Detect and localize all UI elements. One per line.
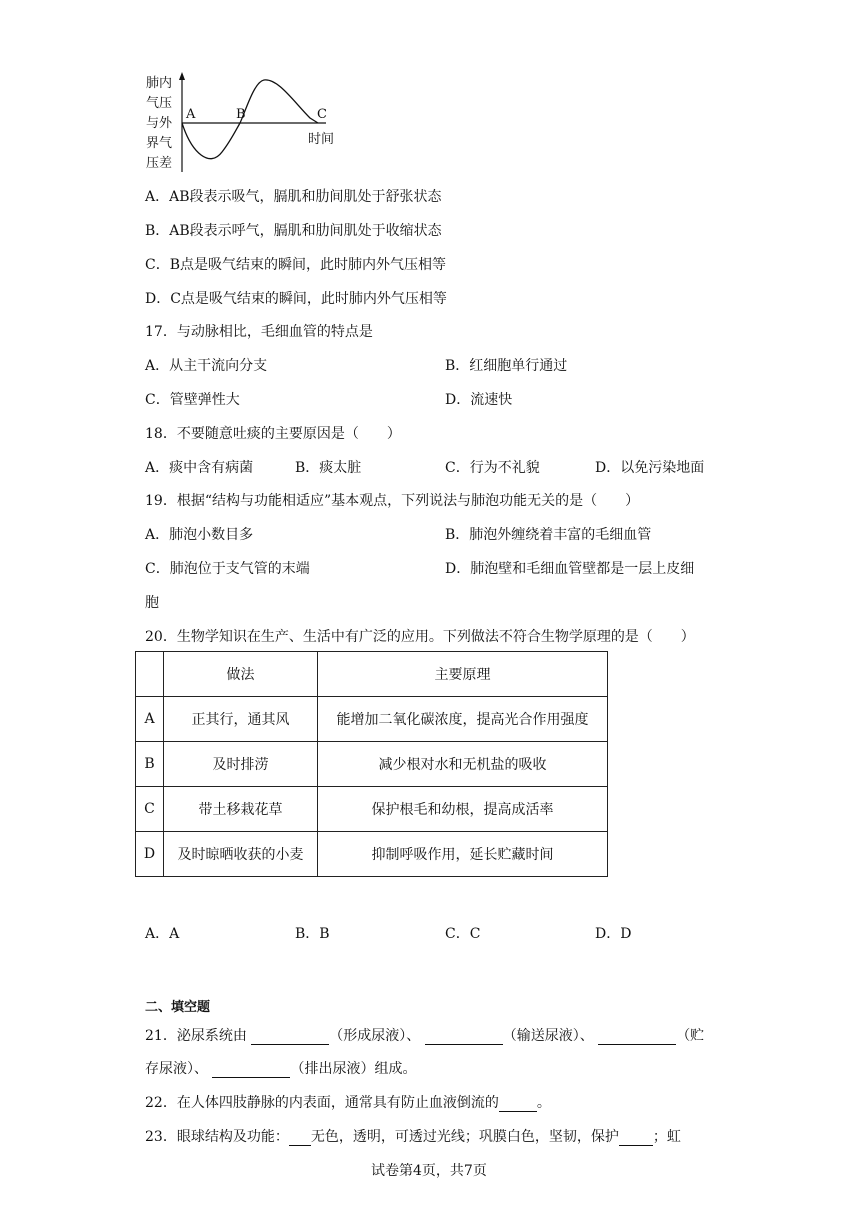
- q23: 23．眼球结构及功能： 无色，透明，可透过光线；巩膜白色，坚韧，保护 ；虹: [145, 1129, 681, 1145]
- q20-option-c: C．C: [445, 926, 481, 942]
- answer-blank[interactable]: [499, 1097, 537, 1112]
- q20-table: [135, 651, 608, 877]
- q17-option-c: C．管壁弹性大: [145, 392, 240, 408]
- graph-xlabel: 时间: [308, 132, 335, 147]
- q16-option-a: A．AB段表示吸气，膈肌和肋间肌处于舒张状态: [145, 189, 442, 205]
- q21-line1: 21．泌尿系统由 （形成尿液）、 （输送尿液）、 （贮: [145, 1028, 705, 1044]
- section-title: 二、填空题: [145, 1000, 211, 1015]
- q17-option-d: D．流速快: [445, 392, 513, 408]
- q19-option-d: D．肺泡壁和毛细血管壁都是一层上皮细: [445, 561, 695, 577]
- q19-option-b: B．肺泡外缠绕着丰富的毛细血管: [445, 527, 652, 543]
- answer-blank[interactable]: [251, 1030, 329, 1045]
- table-row: D 及时晾晒收获的小麦 抑制呼吸作用，延长贮藏时间: [136, 832, 608, 877]
- q20-option-b: B．B: [295, 926, 330, 942]
- answer-blank[interactable]: [289, 1131, 311, 1146]
- q17-stem: 17．与动脉相比，毛细血管的特点是: [145, 324, 373, 340]
- q19-option-a: A．肺泡小数目多: [145, 527, 254, 543]
- point-b-label: B: [236, 107, 246, 122]
- q17-option-b: B．红细胞单行通过: [445, 358, 568, 374]
- table-row: A 正其行，通其风 能增加二氧化碳浓度，提高光合作用强度: [136, 697, 608, 742]
- answer-blank[interactable]: [598, 1030, 676, 1045]
- q16-option-b: B．AB段表示呼气，膈肌和肋间肌处于收缩状态: [145, 223, 442, 239]
- answer-blank[interactable]: [212, 1063, 290, 1078]
- q19-option-c: C．肺泡位于支气管的末端: [145, 561, 310, 577]
- table-row: C 带土移栽花草 保护根毛和幼根，提高成活率: [136, 787, 608, 832]
- point-a-label: A: [186, 107, 196, 122]
- q19-stem: 19．根据“结构与功能相适应”基本观点，下列说法与肺泡功能无关的是（ ）: [145, 493, 640, 509]
- q21-line2: 存尿液）、 （排出尿液）组成。: [145, 1061, 417, 1077]
- q16-option-d: D．C点是吸气结束的瞬间，此时肺内外气压相等: [145, 291, 447, 307]
- q19-option-d-cont: 胞: [145, 595, 159, 611]
- q18-option-d: D．以免污染地面: [595, 460, 705, 476]
- q20-stem: 20．生物学知识在生产、生活中有广泛的应用。下列做法不符合生物学原理的是（ ）: [145, 629, 695, 645]
- q18-option-c: C．行为不礼貌: [445, 460, 540, 476]
- graph-plot: [176, 72, 336, 172]
- q20-option-a: A．A: [145, 926, 180, 942]
- q18-option-a: A．痰中含有病菌: [145, 460, 254, 476]
- table-row: B 及时排涝 减少根对水和无机盐的吸收: [136, 742, 608, 787]
- table-header-row: 做法 主要原理: [136, 652, 608, 697]
- page-footer: 试卷第4页，共7页: [371, 1163, 487, 1179]
- answer-blank[interactable]: [425, 1030, 503, 1045]
- graph-ylabel: 肺内 气压 与外 界气 压差: [146, 76, 173, 171]
- q22: 22．在人体四肢静脉的内表面，通常具有防止血液倒流的 。: [145, 1095, 551, 1111]
- q18-option-b: B．痰太脏: [295, 460, 362, 476]
- q16-option-c: C．B点是吸气结束的瞬间，此时肺内外气压相等: [145, 257, 446, 273]
- q18-stem: 18．不要随意吐痰的主要原因是（ ）: [145, 426, 401, 442]
- q17-option-a: A．从主干流向分支: [145, 358, 268, 374]
- q20-option-d: D．D: [595, 926, 632, 942]
- point-c-label: C: [317, 107, 327, 122]
- answer-blank[interactable]: [619, 1131, 653, 1146]
